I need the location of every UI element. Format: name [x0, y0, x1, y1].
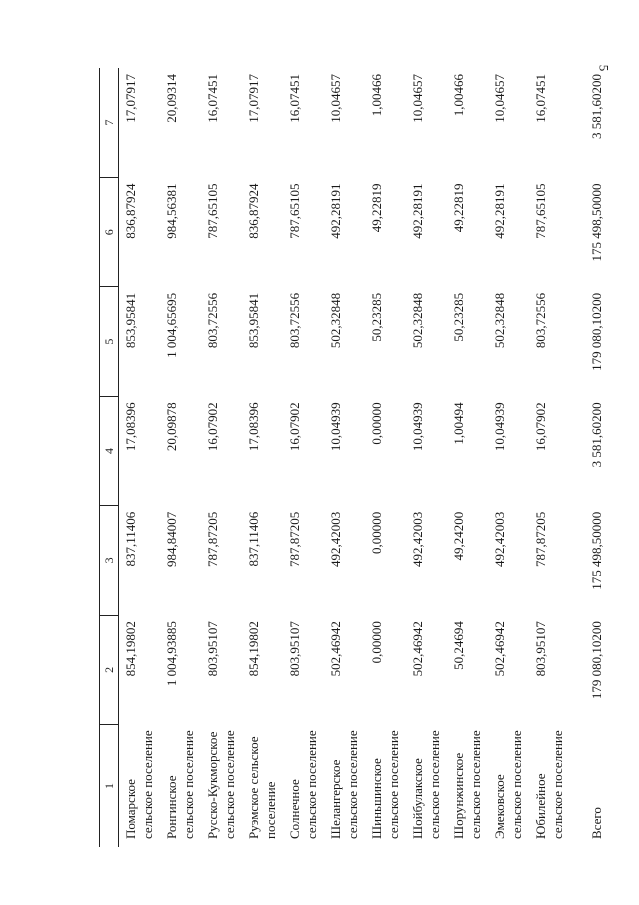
value-cell: 853,95841 [123, 292, 138, 349]
value-cell: 10,04939 [492, 402, 507, 452]
value-cell: 492,42003 [492, 511, 507, 567]
value-cell: 1,00466 [369, 74, 384, 117]
value-cell: 50,23285 [451, 292, 466, 342]
value-cell: 175 498,50000 [589, 183, 604, 262]
settlement-name: Ронгинское сельское поселение [164, 730, 196, 839]
value-cell: 16,07451 [205, 74, 220, 123]
value-cell: 853,95841 [246, 292, 261, 349]
value-cell: 984,84007 [164, 511, 179, 567]
value-cell: 16,07451 [287, 74, 302, 123]
value-cell: 787,65105 [533, 183, 548, 239]
page-number: 5 [596, 64, 612, 72]
header-cell: 5 [100, 287, 119, 396]
settlement-name: Юбилейное сельское поселение [533, 730, 565, 839]
value-cell: 492,42003 [410, 511, 425, 567]
value-cell: 179 080,10200 [589, 621, 604, 700]
settlement-name: Помарское сельское поселение [123, 730, 155, 839]
value-cell: 837,11406 [246, 511, 261, 567]
value-cell: 0,00000 [369, 511, 384, 554]
table-row [242, 68, 283, 847]
value-cell: 502,32848 [492, 292, 507, 349]
value-cell: 1,00494 [451, 402, 466, 445]
settlement-name: Солнечное сельское поселение [287, 730, 319, 839]
value-cell: 803,95107 [287, 621, 302, 677]
value-cell: 17,08396 [246, 402, 261, 452]
header-cell: 2 [100, 615, 119, 724]
value-cell: 17,07917 [123, 74, 138, 123]
settlement-name: Руэмское сельское поселение [246, 736, 278, 839]
value-cell: 1 004,93885 [164, 621, 179, 687]
table-row [283, 68, 324, 847]
table-row [160, 68, 201, 847]
settlement-name: Шиньшинское сельское поселение [369, 730, 401, 839]
value-cell: 836,87924 [246, 183, 261, 239]
value-cell: 16,07902 [205, 402, 220, 452]
table-body [119, 68, 610, 847]
value-cell: 10,04657 [492, 74, 507, 123]
value-cell: 10,04657 [328, 74, 343, 123]
value-cell: 492,28191 [410, 183, 425, 239]
settlement-name: Шорунжинское сельское поселение [451, 730, 483, 839]
table-row [201, 68, 242, 847]
value-cell: 20,09314 [164, 74, 179, 123]
value-cell: 502,46942 [492, 621, 507, 677]
table-row [447, 68, 488, 847]
value-cell: 10,04939 [328, 402, 343, 452]
value-cell: 803,72556 [533, 292, 548, 349]
value-cell: 502,32848 [328, 292, 343, 349]
value-cell: 1,00466 [451, 74, 466, 117]
value-cell: 16,07902 [287, 402, 302, 452]
budget-table [99, 68, 609, 847]
value-cell: 16,07902 [533, 402, 548, 452]
value-cell: 502,32848 [410, 292, 425, 349]
header-cell: 7 [100, 68, 119, 178]
value-cell: 803,95107 [533, 621, 548, 677]
header-row [100, 68, 119, 847]
value-cell: 17,07917 [246, 74, 261, 123]
table-row [406, 68, 447, 847]
value-cell: 1 004,65695 [164, 292, 179, 358]
value-cell: 492,28191 [328, 183, 343, 239]
header-cell: 3 [100, 506, 119, 615]
settlement-name: Эмековское сельское поселение [492, 730, 524, 839]
value-cell: 803,95107 [205, 621, 220, 677]
value-cell: 3 581,60200 [589, 402, 604, 468]
header-cell: 4 [100, 396, 119, 505]
value-cell: 787,87205 [205, 511, 220, 567]
value-cell: 50,24694 [451, 621, 466, 670]
value-cell: 854,19802 [123, 621, 138, 677]
value-cell: 10,04939 [410, 402, 425, 452]
table-row [365, 68, 406, 847]
table-row [324, 68, 365, 847]
value-cell: 787,65105 [287, 183, 302, 239]
table-row [488, 68, 529, 847]
value-cell: 3 581,60200 [589, 74, 604, 139]
value-cell: 49,24200 [451, 511, 466, 561]
value-cell: 803,72556 [205, 292, 220, 349]
value-cell: 502,46942 [410, 621, 425, 677]
table-row [119, 68, 161, 847]
value-cell: 787,87205 [533, 511, 548, 567]
settlement-name: Шойбулакское сельское поселение [410, 730, 442, 839]
settlement-name: Шелангерское сельское поселение [328, 730, 360, 839]
total-label: Всего [589, 807, 604, 839]
header-cell: 6 [100, 178, 119, 287]
value-cell: 16,07451 [533, 74, 548, 123]
value-cell: 836,87924 [123, 183, 138, 239]
value-cell: 20,09878 [164, 402, 179, 452]
value-cell: 17,08396 [123, 402, 138, 452]
value-cell: 837,11406 [123, 511, 138, 567]
table-row [529, 68, 570, 847]
value-cell: 787,65105 [205, 183, 220, 239]
value-cell: 502,46942 [328, 621, 343, 677]
value-cell: 50,23285 [369, 292, 384, 342]
value-cell: 0,00000 [369, 402, 384, 445]
value-cell: 492,28191 [492, 183, 507, 239]
value-cell: 984,56381 [164, 183, 179, 239]
value-cell: 10,04657 [410, 74, 425, 123]
value-cell: 0,00000 [369, 621, 384, 664]
value-cell: 49,22819 [369, 183, 384, 233]
value-cell: 175 498,50000 [589, 511, 604, 590]
value-cell: 854,19802 [246, 621, 261, 677]
value-cell: 49,22819 [451, 183, 466, 233]
total-row [570, 68, 609, 847]
header-cell: 1 [100, 725, 119, 847]
value-cell: 803,72556 [287, 292, 302, 349]
settlement-name: Русско-Кукморское сельское поселение [205, 730, 237, 839]
value-cell: 492,42003 [328, 511, 343, 567]
value-cell: 179 080,10200 [589, 292, 604, 371]
value-cell: 787,87205 [287, 511, 302, 567]
